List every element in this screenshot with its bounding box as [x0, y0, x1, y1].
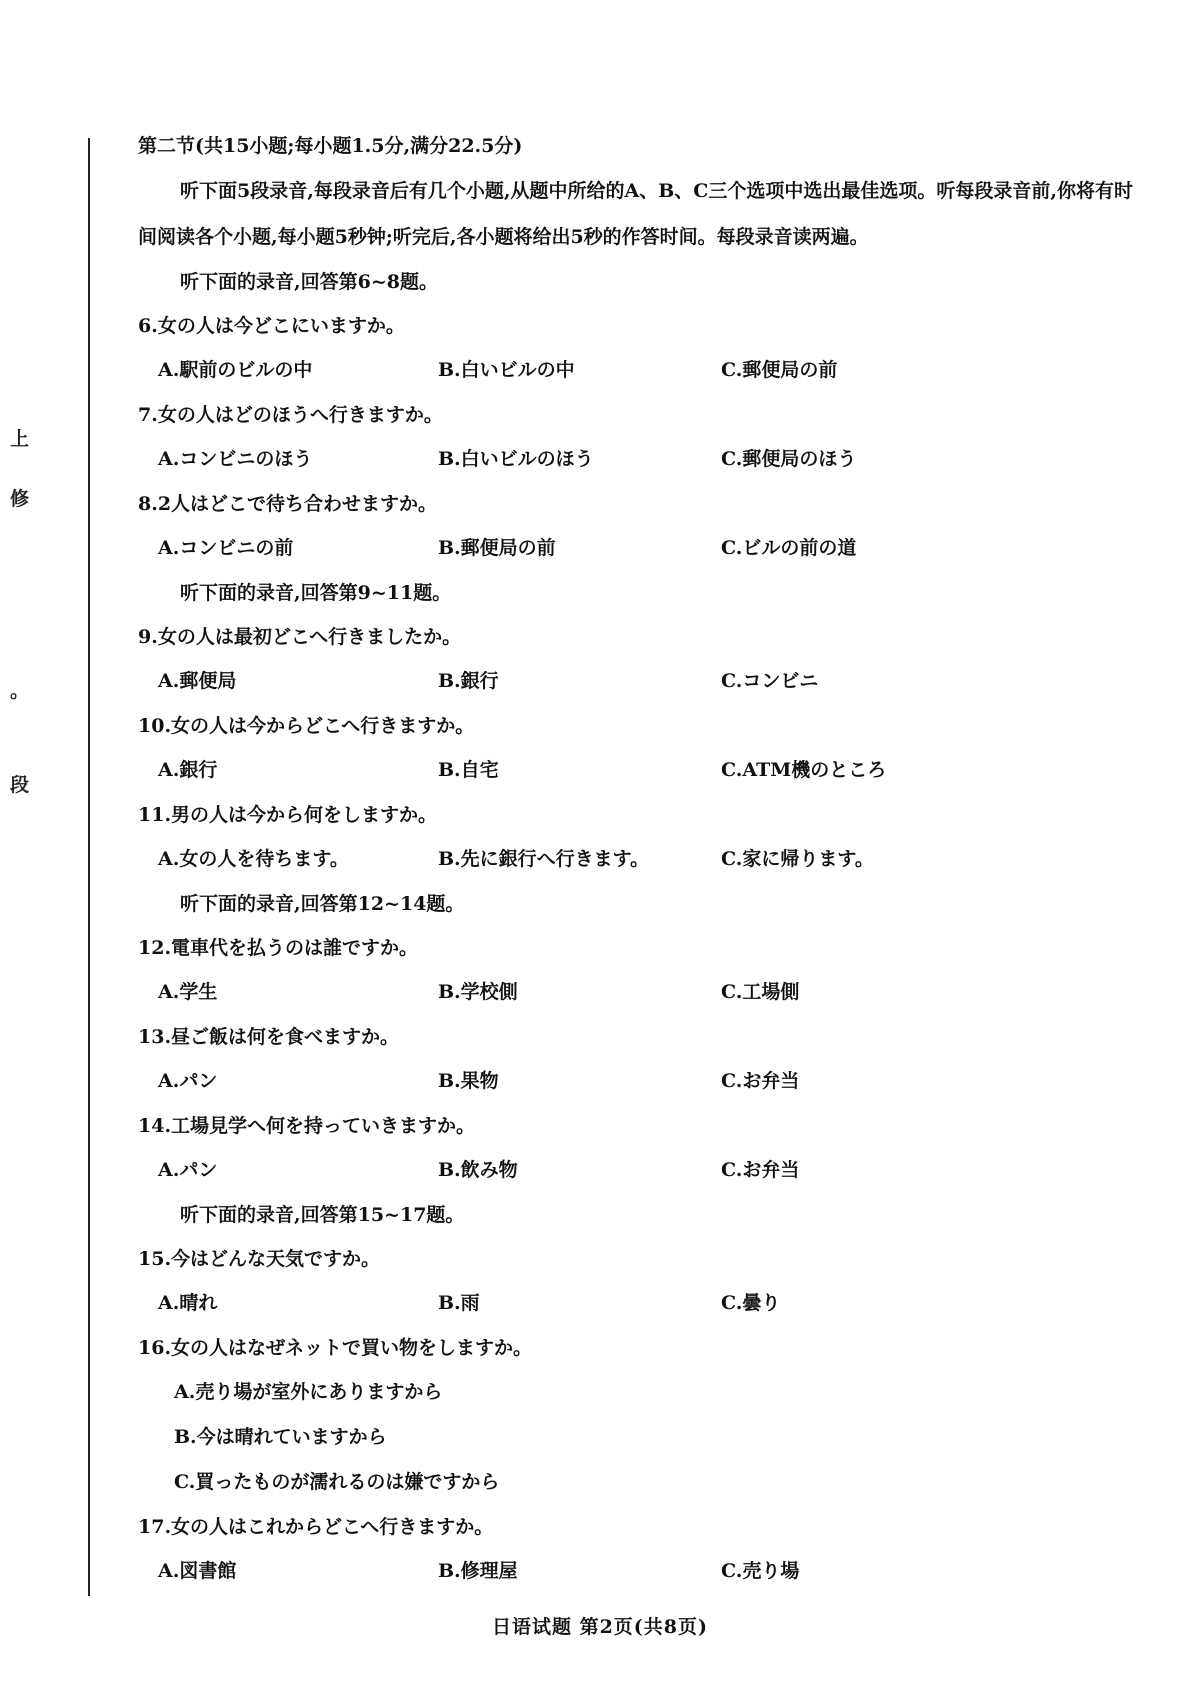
option-b: B.果物 — [438, 1070, 499, 1092]
question-11: 11.男の人は今から何をしますか。 — [138, 804, 438, 826]
group-intro: 听下面的录音,回答第12~14题。 — [180, 893, 465, 915]
options-12 — [138, 970, 1138, 1015]
options-17 — [138, 1549, 1138, 1594]
margin-fragment: 上 — [10, 428, 30, 450]
option-b: B.飲み物 — [438, 1159, 518, 1181]
option-a: A.晴れ — [158, 1292, 218, 1314]
group-intro: 听下面的录音,回答第6~8题。 — [180, 271, 438, 293]
options-13 — [138, 1059, 1138, 1104]
options-8 — [138, 526, 1138, 571]
option-b: B.雨 — [438, 1292, 480, 1314]
option-c: C.郵便局のほう — [721, 448, 857, 470]
option-b: B.白いビルの中 — [438, 359, 575, 381]
options-9 — [138, 659, 1138, 704]
group-intro: 听下面的录音,回答第9~11题。 — [180, 582, 452, 604]
option-c: C.コンビニ — [721, 670, 819, 692]
option-c: C.家に帰ります。 — [721, 848, 874, 870]
option-b: B.先に銀行へ行きます。 — [438, 848, 650, 870]
question-7: 7.女の人はどのほうへ行きますか。 — [138, 404, 443, 426]
margin-fragment: 修 — [10, 488, 30, 510]
options-6 — [138, 348, 1138, 393]
group-intro: 听下面的录音,回答第15~17题。 — [180, 1204, 465, 1226]
question-14: 14.工場見学へ何を持っていきますか。 — [138, 1115, 476, 1137]
option-a: A.駅前のビルの中 — [158, 359, 313, 381]
options-11 — [138, 837, 1138, 882]
option-a: A.学生 — [158, 981, 218, 1003]
option-b: B.今は晴れていますから — [174, 1426, 387, 1448]
option-c: C.工場側 — [721, 981, 800, 1003]
option-c: C.買ったものが濡れるのは嫌ですから — [174, 1471, 500, 1493]
options-10 — [138, 748, 1138, 793]
exam-content — [138, 128, 1138, 1594]
option-b: B.自宅 — [438, 759, 499, 781]
options-15 — [138, 1281, 1138, 1326]
option-a: A.図書館 — [158, 1560, 237, 1582]
margin-fragment: 。 — [10, 680, 30, 702]
option-c: C.曇り — [721, 1292, 781, 1314]
option-b: B.銀行 — [438, 670, 499, 692]
option-c: C.ビルの前の道 — [721, 537, 857, 559]
option-b: B.白いビルのほう — [438, 448, 594, 470]
option-b: B.修理屋 — [438, 1560, 518, 1582]
option-a: A.パン — [158, 1159, 218, 1181]
option-c: C.売り場 — [721, 1560, 800, 1582]
binding-margin-line — [88, 138, 90, 1596]
option-a: A.郵便局 — [158, 670, 237, 692]
option-c: C.ATM機のところ — [721, 759, 887, 781]
section-title: 第二节(共15小题;每小题1.5分,满分22.5分) — [138, 135, 523, 157]
question-10: 10.女の人は今からどこへ行きますか。 — [138, 715, 475, 737]
options-14 — [138, 1148, 1138, 1193]
option-c: C.郵便局の前 — [721, 359, 838, 381]
options-7 — [138, 437, 1138, 482]
margin-fragment: 段 — [10, 774, 30, 796]
question-15: 15.今はどんな天気ですか。 — [138, 1248, 381, 1270]
question-17: 17.女の人はこれからどこへ行きますか。 — [138, 1516, 494, 1538]
option-a: A.銀行 — [158, 759, 218, 781]
page-footer: 日语试题 第2页(共8页) — [491, 1616, 709, 1638]
option-b: B.郵便局の前 — [438, 537, 556, 559]
option-c: C.お弁当 — [721, 1159, 800, 1181]
option-a: A.女の人を待ちます。 — [158, 848, 349, 870]
question-8: 8.2人はどこで待ち合わせますか。 — [138, 493, 438, 515]
option-a: A.コンビニの前 — [158, 537, 294, 559]
question-16: 16.女の人はなぜネットで買い物をしますか。 — [138, 1337, 533, 1359]
option-a: A.パン — [158, 1070, 218, 1092]
option-a: A.売り場が室外にありますから — [174, 1381, 443, 1403]
question-12: 12.電車代を払うのは誰ですか。 — [138, 937, 419, 959]
option-b: B.学校側 — [438, 981, 518, 1003]
question-13: 13.昼ご飯は何を食べますか。 — [138, 1026, 400, 1048]
section-instruction: 听下面5段录音,每段录音后有几个小题,从题中所给的A、B、C三个选项中选出最佳选项。听每段录音前,你将有时间阅读各个小题,每小题5秒钟;听完后,各小题将给出5秒的作答时间。每段录音读两遍。 — [138, 180, 1133, 248]
option-a: A.コンビニのほう — [158, 448, 313, 470]
option-c: C.お弁当 — [721, 1070, 800, 1092]
question-9: 9.女の人は最初どこへ行きましたか。 — [138, 626, 462, 648]
question-6: 6.女の人は今どこにいますか。 — [138, 315, 405, 337]
